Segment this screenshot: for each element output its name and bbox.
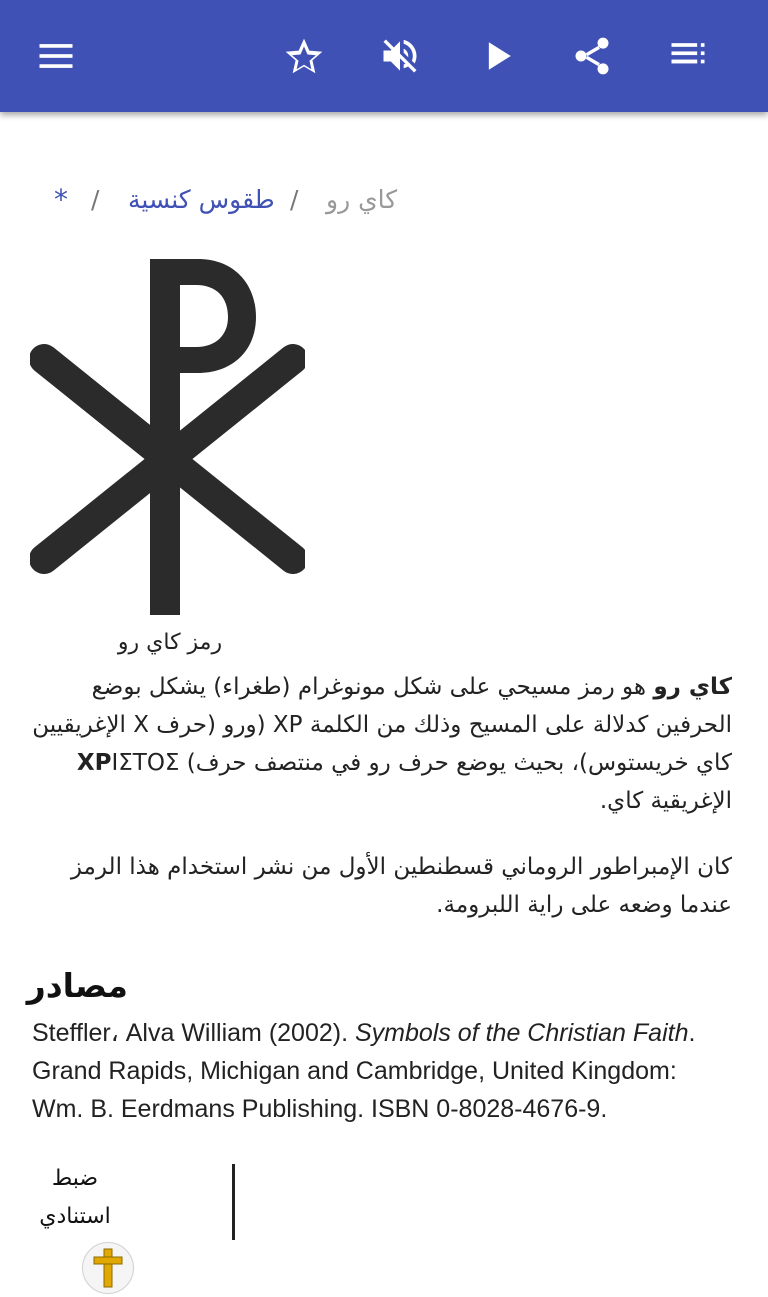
- app-toolbar: [0, 0, 768, 112]
- authority-label-line: ضبط: [51, 1166, 99, 1191]
- article-paragraph-2: كان الإمبراطور الروماني قسطنطين الأول من نشر استخدام هذا الرمز عندما وضعه على راية اللبرومة.: [70, 854, 732, 918]
- favorite-button[interactable]: [276, 28, 332, 84]
- play-button[interactable]: [470, 28, 526, 84]
- breadcrumb: [0, 180, 768, 220]
- breadcrumb-current: كاي رو: [326, 185, 398, 214]
- article-text: XP: [272, 712, 303, 738]
- play-icon: [476, 34, 520, 78]
- list-icon: [666, 34, 710, 78]
- article-term: كاي رو: [653, 674, 732, 700]
- reference-details: . Grand Rapids, Michigan and Cambridge, United Kingdom: Wm. B. Eerdmans Publishing. ISBN 0-8028-4676-9.: [32, 1019, 696, 1123]
- toc-button[interactable]: [660, 28, 716, 84]
- figure-caption: رمز كاي رو: [117, 630, 223, 655]
- authority-badge[interactable]: [82, 1242, 134, 1294]
- reference-author: Steffler، Alva William (2002).: [32, 1019, 355, 1047]
- article-text: (ورو (حرف X الإغريقيين كاي خريستوس)، بحيث يوضع حرف رو في منتصف حرف): [32, 712, 732, 776]
- share-icon: [570, 34, 614, 78]
- mute-button[interactable]: [372, 28, 428, 84]
- greek-word: ΙΣΤΟΣ: [111, 750, 180, 776]
- reference-title: Symbols of the Christian Faith: [355, 1019, 689, 1047]
- share-button[interactable]: [564, 28, 620, 84]
- breadcrumb-category-link[interactable]: طقوس كنسية: [128, 185, 275, 214]
- article-paragraph-1: [32, 668, 732, 820]
- volume-off-icon: [378, 34, 422, 78]
- chi-rho-image[interactable]: [30, 255, 305, 620]
- reference-entry: [32, 1014, 732, 1128]
- breadcrumb-separator: /: [91, 185, 100, 214]
- cross-icon: [83, 1243, 133, 1293]
- breadcrumb-home[interactable]: *: [54, 183, 68, 216]
- authority-label-line: استنادي: [39, 1204, 111, 1229]
- article-body: [32, 668, 732, 952]
- sources-heading: مصادر: [26, 966, 128, 1005]
- menu-icon: [34, 34, 78, 78]
- divider: [232, 1164, 235, 1240]
- star-outline-icon: [282, 34, 326, 78]
- article-text: الإغريقية كاي.: [599, 788, 732, 814]
- authority-control-label: [30, 1160, 120, 1236]
- breadcrumb-separator: /: [290, 185, 299, 214]
- article-text: هو رمز مسيحي على شكل مونوغرام (طغراء) يشكل بوضع الحرفين كدلالة على المسيح وذلك من الكلمة: [91, 674, 732, 738]
- menu-button[interactable]: [28, 28, 84, 84]
- chi-rho-symbol: [30, 255, 305, 620]
- greek-word-bold: ΧΡ: [76, 750, 112, 776]
